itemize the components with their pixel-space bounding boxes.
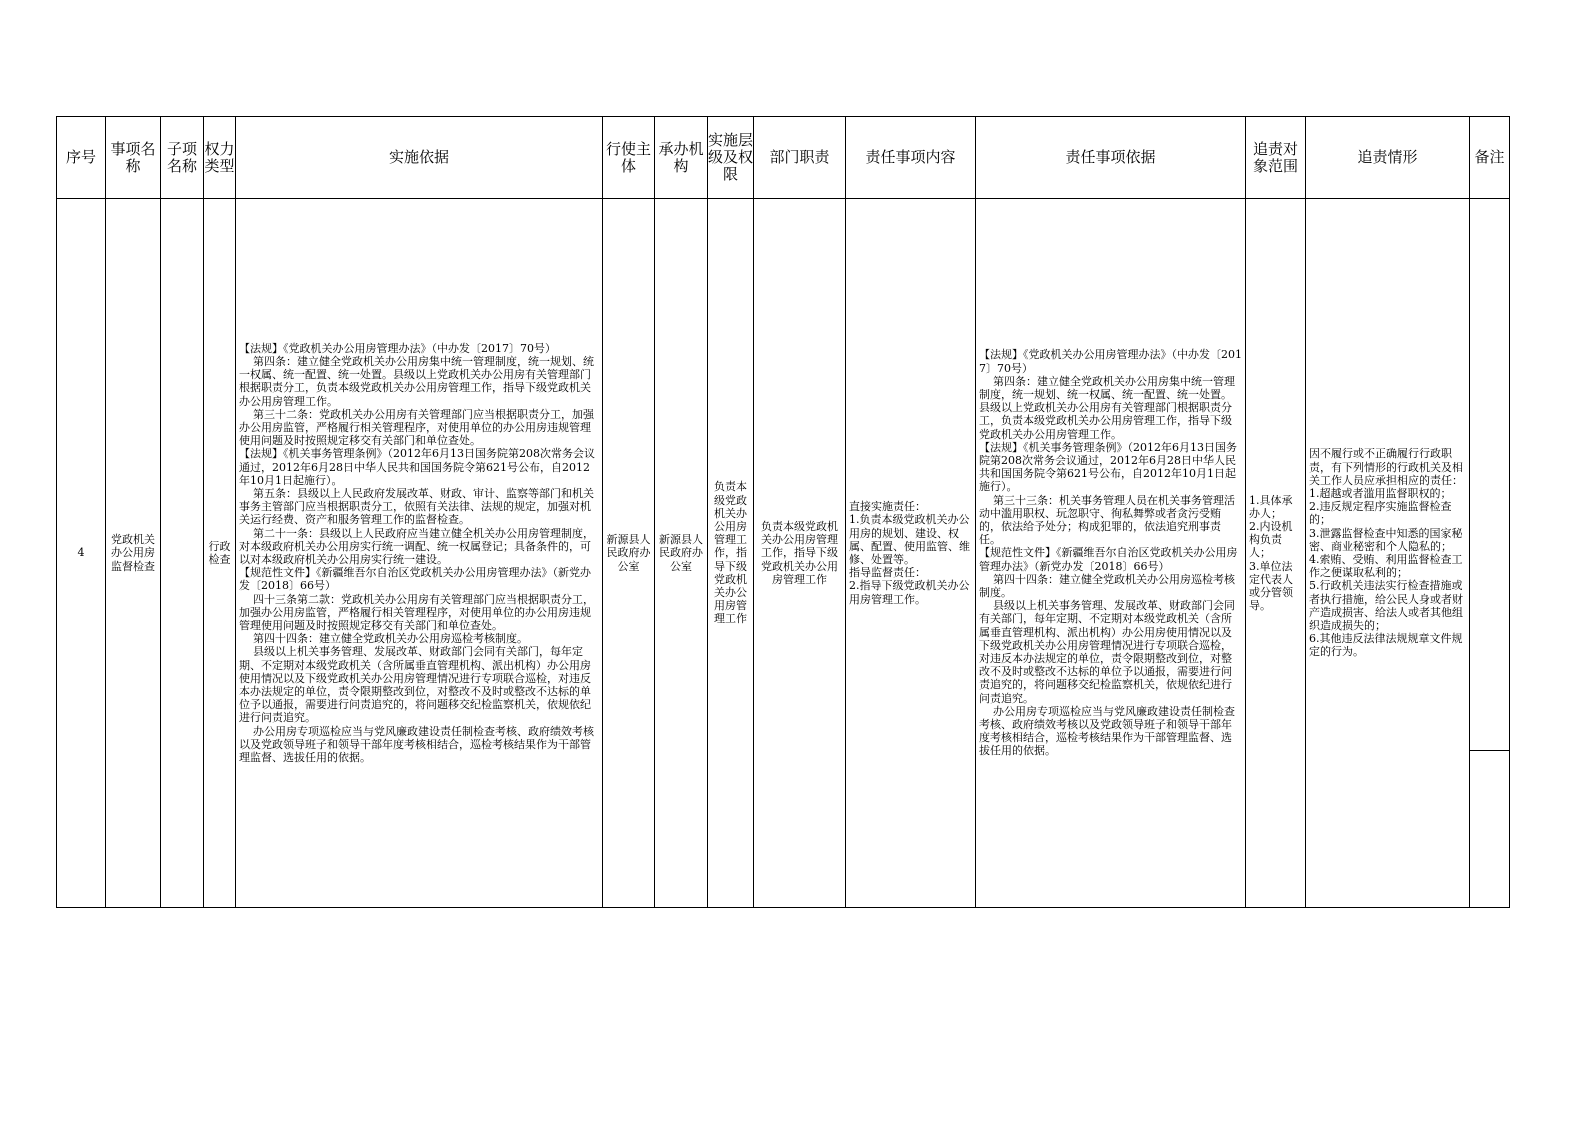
header-subject: 行使主体	[603, 117, 655, 199]
cell-duty-content: 直接实施责任： 1.负责本级党政机关办公用房的规划、建设、权属、配置、使用监管、维修、处置等。 指导监督责任： 2.指导下级党政机关办公用房管理工作。	[846, 199, 976, 908]
header-duty-basis: 责任事项依据	[976, 117, 1246, 199]
header-duty-content: 责任事项内容	[846, 117, 976, 199]
cell-remarks	[1470, 199, 1510, 908]
duty-table	[56, 116, 1510, 908]
header-remarks: 备注	[1470, 117, 1510, 199]
cell-subject: 新源县人民政府办公室	[603, 199, 655, 908]
header-index: 序号	[57, 117, 106, 199]
remarks-divider	[1470, 750, 1509, 751]
cell-item-name: 党政机关办公用房监督检查	[106, 199, 161, 908]
header-handler: 承办机构	[655, 117, 708, 199]
cell-basis: 【法规】《党政机关办公用房管理办法》（中办发〔2017〕70号） 第四条：建立健全党政机关办公用房集中统一管理制度，统一规划、统一权属、统一配置、统一处置。县级以上党政机关办公用房有关管理部门根据职责分工，负责本级党政机关办公用房管理工作，指导下级党政机关办公用房管理工作。 第三十二条：党政机关办公用房有关管理部门应当根据职责分工，加强办公用房监管，严格履行相关管理程序，对使用单位的办公用房违规管理使用问题及时按照规定移交有关部门和单位查处。 【法规】《机关事务管理条例》（2012年6月13日国务院第208次常务会议通过，2012年6月28日中华人民共和国国务院令第621号公布，自2012年10月1日起施行）。 第五条：县级以上人民政府发展改革、财政、审计、监察等部门和机关事务主管部门应当根据职责分工，依照有关法律、法规的规定，加强对机关运行经费、资产和服务管理工作的监督检查。 第二十一条：县级以上人民政府应当建立健全机关办公用房管理制度，对本级政府机关办公用房实行统一调配、统一权属登记；具备条件的，可以对本级政府机关办公用房实行统一建设。 【规范性文件】《新疆维吾尔自治区党政机关办公用房管理办法》（新党办发〔2018〕66号） 四十三条第二款：党政机关办公用房有关管理部门应当根据职责分工，加强办公用房监管，严格履行相关管理程序，对使用单位的办公用房违规管理使用问题及时按照规定移交有关部门和单位查处。 第四十四条：建立健全党政机关办公用房巡检考核制度。 县级以上机关事务管理、发展改革、财政部门会同有关部门，每年定期、不定期对本级党政机关（含所属垂直管理机构、派出机构）办公用房使用情况以及下级党政机关办公用房管理情况进行专项联合巡检，对违反本办法规定的单位，责令限期整改到位，对整改不及时或整改不达标的单位予以通报，需要进行问责追究的，将问题移交纪检监察机关，依规依纪进行问责追究。 办公用房专项巡检应当与党风廉政建设责任制检查考核、政府绩效考核以及党政领导班子和领导干部年度考核相结合，巡检考核结果作为干部管理监督、选拔任用的依据。	[236, 199, 603, 908]
cell-dept-duty: 负责本级党政机关办公用房管理工作，指导下级党政机关办公用房管理工作	[754, 199, 846, 908]
header-dept-duty: 部门职责	[754, 117, 846, 199]
header-item-name: 事项名称	[106, 117, 161, 199]
cell-accountability-cases: 因不履行或不正确履行行政职责，有下列情形的行政机关及相关工作人员应承担相应的责任： 1.超越或者滥用监督职权的； 2.违反规定程序实施监督检查的； 3.泄露监督检查中知悉的国家秘密、商业秘密和个人隐私的； 4.索贿、受贿、利用监督检查工作之便谋取私利的； 5.行政机关违法实行检查措施或者执行措施，给公民人身或者财产造成损害、给法人或者其他组织造成损失的； 6.其他违反法律法规规章文件规定的行为。	[1306, 199, 1470, 908]
cell-level: 负责本级党政机关办公用房管理工作，指导下级党政机关办公用房管理工作	[708, 199, 754, 908]
header-accountable-scope: 追责对象范围	[1246, 117, 1306, 199]
cell-accountable-scope: 1.具体承办人； 2.内设机构负责人； 3.单位法定代表人或分管领导。	[1246, 199, 1306, 908]
cell-sub-item	[161, 199, 204, 908]
header-power-type: 权力类型	[204, 117, 236, 199]
header-sub-item: 子项名称	[161, 117, 204, 199]
header-accountability-cases: 追责情形	[1306, 117, 1470, 199]
cell-duty-basis: 【法规】《党政机关办公用房管理办法》（中办发〔2017〕70号） 第四条：建立健全党政机关办公用房集中统一管理制度，统一规划、统一权属、统一配置、统一处置。县级以上党政机关办公用房有关管理部门根据职责分工，负责本级党政机关办公用房管理工作，指导下级党政机关办公用房管理工作。 【法规】《机关事务管理条例》（2012年6月13日国务院第208次常务会议通过，2012年6月28日中华人民共和国国务院令第621号公布，自2012年10月1日起施行）。 第三十三条：机关事务管理人员在机关事务管理活动中滥用职权、玩忽职守、徇私舞弊或者贪污受贿的，依法给予处分；构成犯罪的，依法追究刑事责任。 【规范性文件】《新疆维吾尔自治区党政机关办公用房管理办法》（新党办发〔2018〕66号） 第四十四条：建立健全党政机关办公用房巡检考核制度。 县级以上机关事务管理、发展改革、财政部门会同有关部门，每年定期、不定期对本级党政机关（含所属垂直管理机构、派出机构）办公用房使用情况以及下级党政机关办公用房管理情况进行专项联合巡检，对违反本办法规定的单位，责令限期整改到位，对整改不及时或整改不达标的单位予以通报，需要进行问责追究的，将问题移交纪检监察机关，依规依纪进行问责追究。 办公用房专项巡检应当与党风廉政建设责任制检查考核、政府绩效考核以及党政领导班子和领导干部年度考核相结合，巡检考核结果作为干部管理监督、选拔任用的依据。	[976, 199, 1246, 908]
table-row	[57, 199, 1510, 908]
header-level: 实施层级及权限	[708, 117, 754, 199]
cell-power-type: 行政检查	[204, 199, 236, 908]
cell-index: 4	[57, 199, 106, 908]
header-basis: 实施依据	[236, 117, 603, 199]
duty-list-sheet	[56, 116, 1509, 908]
cell-handler: 新源县人民政府办公室	[655, 199, 708, 908]
header-row	[57, 117, 1510, 199]
